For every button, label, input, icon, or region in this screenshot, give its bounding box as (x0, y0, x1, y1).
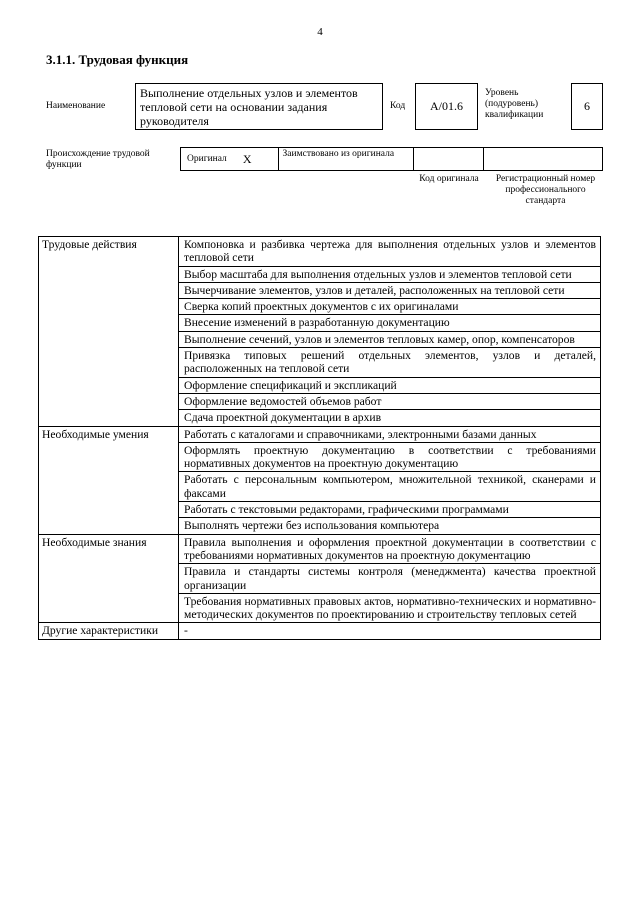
name-label: Наименование (46, 101, 106, 111)
item-cell: Оформлять проектную документацию в соответствии с требованиями нормативных документов на проектную документацию (179, 442, 601, 472)
code-original-caption: Код оригинала (419, 174, 479, 184)
item-cell: Оформление ведомостей объемов работ (179, 393, 601, 409)
item-cell: Компоновка и разбивка чертежа для выполнения отдельных узлов и элементов тепловой сети (179, 237, 601, 267)
level-label: Уровень (подуровень) квалификации (485, 88, 544, 120)
code-label: Код (390, 101, 406, 111)
item-cell: Выполнение сечений, узлов и элементов тепловых камер, опор, компенсаторов (179, 331, 601, 347)
reg-number-caption: Регистрационный номер профессионального стандарта (495, 174, 596, 206)
original-mark: X (242, 151, 252, 166)
category-cell: Необходимые знания (39, 534, 179, 623)
page-number: 4 (317, 26, 323, 38)
reg-number-cell (484, 148, 602, 170)
item-cell: - (179, 623, 601, 639)
item-cell: Выбор масштаба для выполнения отдельных узлов и элементов тепловой сети (179, 266, 601, 282)
item-cell: Правила и стандарты системы контроля (менеджмента) качества проектной организации (179, 564, 601, 594)
function-details-table (38, 236, 601, 640)
category-cell: Трудовые действия (39, 237, 179, 427)
origin-label: Происхождение трудовой функции (46, 149, 150, 170)
origin-table (180, 147, 603, 171)
item-cell: Работать с текстовыми редакторами, графическими программами (179, 502, 601, 518)
code-value: А/01.6 (415, 83, 478, 130)
item-cell: Оформление спецификаций и экспликаций (179, 377, 601, 393)
section-title: 3.1.1. Трудовая функция (46, 52, 189, 67)
item-cell: Привязка типовых решений отдельных элементов, узлов и деталей, расположенных на тепловой сети (179, 348, 601, 378)
item-cell: Работать с персональным компьютером, множительной техникой, сканерами и факсами (179, 472, 601, 502)
level-value: 6 (571, 83, 603, 130)
category-cell: Необходимые умения (39, 426, 179, 534)
item-cell: Сверка копий проектных документов с их оригиналами (179, 299, 601, 315)
item-cell: Вычерчивание элементов, узлов и деталей, расположенных на тепловой сети (179, 282, 601, 298)
item-cell: Выполнять чертежи без использования компьютера (179, 518, 601, 534)
table-row (39, 237, 601, 267)
item-cell: Сдача проектной документации в архив (179, 410, 601, 426)
function-name-value: Выполнение отдельных узлов и элементов тепловой сети на основании задания руководителя (135, 83, 383, 130)
original-cell (181, 148, 279, 170)
code-original-cell (414, 148, 484, 170)
borrowed-label: Заимствовано из оригинала (279, 148, 414, 170)
item-cell: Требования нормативных правовых актов, нормативно-технических и нормативно-методических документов по проектированию и строительству тепловых сетей (179, 593, 601, 623)
category-cell: Другие характеристики (39, 623, 179, 639)
table-row (39, 623, 601, 639)
item-cell: Внесение изменений в разработанную документацию (179, 315, 601, 331)
item-cell: Правила выполнения и оформления проектной документации в соответствии с требованиями нормативных документов на проектную документацию (179, 534, 601, 564)
table-row (39, 534, 601, 564)
table-row (39, 426, 601, 442)
item-cell: Работать с каталогами и справочниками, электронными базами данных (179, 426, 601, 442)
original-label: Оригинал (187, 153, 227, 164)
